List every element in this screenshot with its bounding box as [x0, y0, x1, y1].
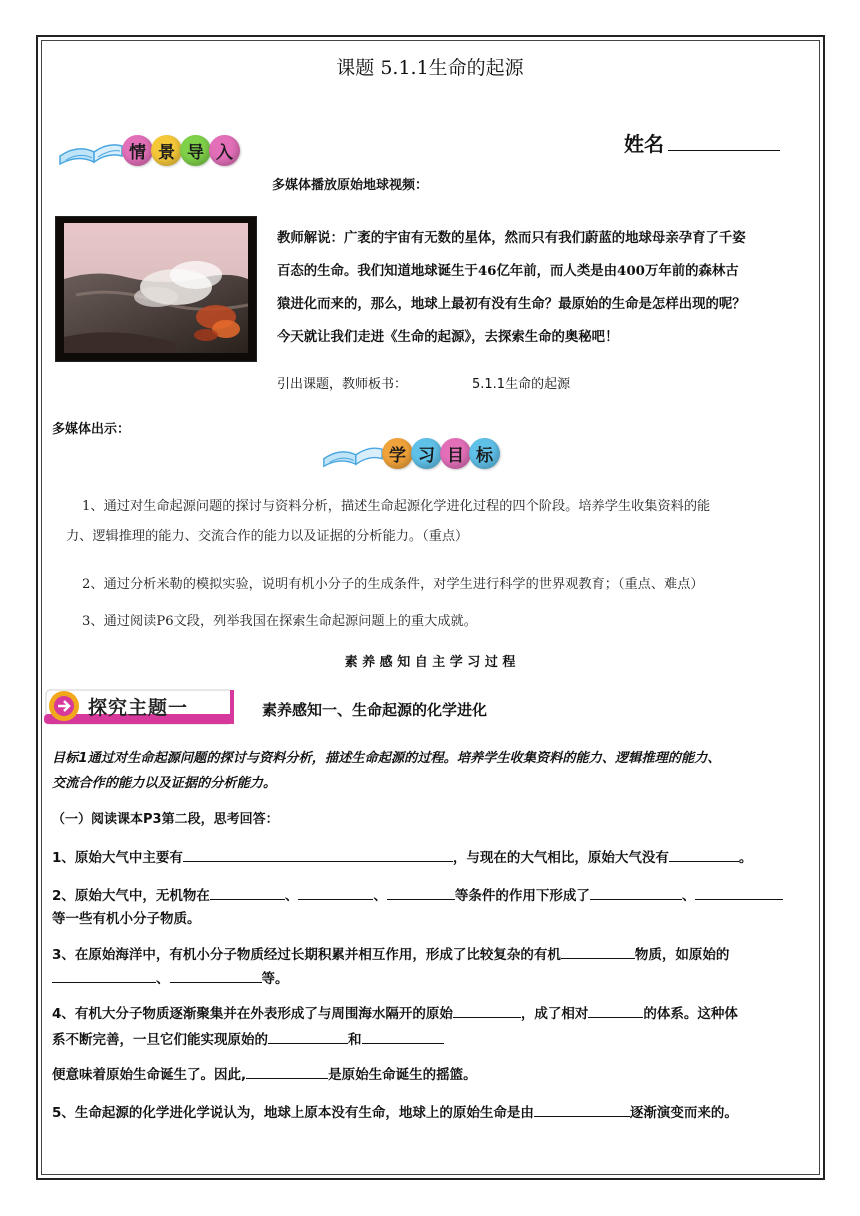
intro-banner	[58, 130, 240, 170]
question-text: 和	[348, 1032, 362, 1048]
answer-blank[interactable]	[453, 1004, 521, 1018]
open-book-icon	[58, 130, 124, 170]
question-text: 3、在原始海洋中，有机小分子物质经过长期积累并相互作用，形成了比较复杂的有机	[52, 947, 561, 963]
question-5	[52, 1101, 738, 1121]
answer-blank[interactable]	[561, 945, 635, 959]
question-text: 。	[738, 850, 753, 866]
section-heading: 素 养 感 知 自 主 学 习 过 程	[344, 655, 516, 670]
question-2-line-2: 等一些有机小分子物质。	[52, 911, 201, 927]
target-line-2: 交流合作的能力以及证据的分析能力。	[52, 776, 277, 791]
question-text: 、	[284, 888, 299, 904]
banner-char-ball: 习	[411, 438, 442, 469]
banner-char-ball: 景	[151, 135, 182, 166]
question-3	[52, 943, 729, 963]
read-prompt: （一）阅读课本P3第二段，思考回答：	[52, 812, 279, 827]
target-line-1: 目标1通过对生命起源问题的探讨与资料分析，描述生命起源的过程。培养学生收集资料的能力、逻辑推理的能力、	[52, 751, 721, 766]
answer-blank[interactable]	[695, 886, 783, 900]
banner-char-ball: 情	[122, 135, 153, 166]
goal-item-1-line1: 1、通过对生命起源问题的探讨与资料分析，描述生命起源化学进化过程的四个阶段。培养学生收集资料的能	[82, 499, 711, 514]
question-text: 的体系。这种体	[643, 1006, 738, 1022]
open-book-icon	[322, 434, 384, 472]
question-text: 4、有机大分子物质逐渐聚集并在外表形成了与周围海水隔开的原始	[52, 1006, 453, 1022]
question-text: 1、原始大气中主要有	[52, 850, 183, 866]
banner-char-ball: 目	[440, 438, 471, 469]
multimedia-shown-label: 多媒体出示：	[52, 422, 131, 437]
answer-blank[interactable]	[246, 1065, 328, 1079]
answer-blank[interactable]	[669, 848, 739, 862]
question-text: 是原始生命诞生的摇篮。	[328, 1067, 477, 1083]
student-name-blank	[668, 150, 780, 151]
question-3-line-2	[52, 967, 289, 987]
banner-char-ball: 导	[180, 135, 211, 166]
question-text: 等条件的作用下形成了	[454, 888, 590, 904]
question-4	[52, 1002, 738, 1022]
answer-blank[interactable]	[170, 969, 262, 983]
board-label: 引出课题，教师板书：	[277, 377, 408, 392]
teacher-explanation	[277, 222, 746, 354]
question-2	[52, 884, 783, 904]
goals-banner	[322, 434, 500, 472]
answer-blank[interactable]	[52, 969, 156, 983]
answer-blank[interactable]	[534, 1103, 630, 1117]
primitive-earth-photo	[55, 216, 257, 362]
question-text: 、	[156, 971, 170, 987]
answer-blank[interactable]	[590, 886, 682, 900]
goal-item-1-line2: 力、逻辑推理的能力、交流合作的能力以及证据的分析能力。（重点）	[66, 529, 469, 544]
goal-item-2: 2、通过分析米勒的模拟实验，说明有机小分子的生成条件，对学生进行科学的世界观教育；（重点、难点）	[82, 577, 704, 592]
answer-blank[interactable]	[210, 886, 285, 900]
explore-topic-label: 探究主题一	[88, 697, 189, 719]
teacher-explanation-line: 教师解说：广袤的宇宙有无数的星体，然而只有我们蔚蓝的地球母亲孕育了千姿	[277, 230, 746, 246]
question-text: ，与现在的大气相比，原始大气没有	[452, 850, 669, 866]
question-text: 、	[373, 888, 387, 904]
question-1	[52, 846, 752, 866]
goal-item-3: 3、通过阅读P6文段，列举我国在探索生命起源问题上的重大成就。	[82, 614, 477, 629]
answer-blank[interactable]	[387, 886, 455, 900]
question-text: 物质，如原始的	[634, 947, 730, 963]
question-4-line-3	[52, 1063, 477, 1083]
question-text: 2、原始大气中，无机物在	[52, 888, 210, 904]
question-text: ，成了相对	[520, 1006, 589, 1022]
student-name-label: 姓名	[624, 134, 664, 156]
explore-topic-tab	[44, 684, 234, 732]
teacher-explanation-line: 猿进化而来的，那么，地球上最初有没有生命？最原始的生命是怎样出现的呢？	[277, 296, 746, 312]
question-text: 、	[681, 888, 696, 904]
answer-blank[interactable]	[588, 1004, 643, 1018]
teacher-explanation-line: 今天就让我们走进《生命的起源》，去探索生命的奥秘吧！	[277, 329, 619, 345]
question-4-line-2	[52, 1028, 444, 1048]
banner-char-ball: 学	[382, 438, 413, 469]
answer-blank[interactable]	[362, 1030, 444, 1044]
question-text: 5、生命起源的化学进化学说认为，地球上原本没有生命，地球上的原始生命是由	[52, 1105, 534, 1121]
multimedia-play-text: 多媒体播放原始地球视频：	[272, 178, 429, 193]
lesson-title: 课题 5.1.1生命的起源	[336, 57, 524, 79]
question-text: 便意味着原始生命诞生了。因此,	[52, 1067, 247, 1083]
answer-blank[interactable]	[268, 1030, 348, 1044]
board-title: 5.1.1生命的起源	[472, 377, 571, 392]
answer-blank[interactable]	[298, 886, 373, 900]
answer-blank[interactable]	[183, 848, 453, 862]
question-text: 逐渐演变而来的。	[629, 1105, 738, 1121]
teacher-explanation-line: 百态的生命。我们知道地球诞生于46亿年前，而人类是由400万年前的森林古	[277, 263, 739, 279]
question-text: 系不断完善，一旦它们能实现原始的	[52, 1032, 268, 1048]
topic-title: 素养感知一、生命起源的化学进化	[262, 701, 488, 719]
banner-char-ball: 标	[469, 438, 500, 469]
banner-char-ball: 入	[209, 135, 240, 166]
question-text: 等。	[261, 971, 289, 987]
